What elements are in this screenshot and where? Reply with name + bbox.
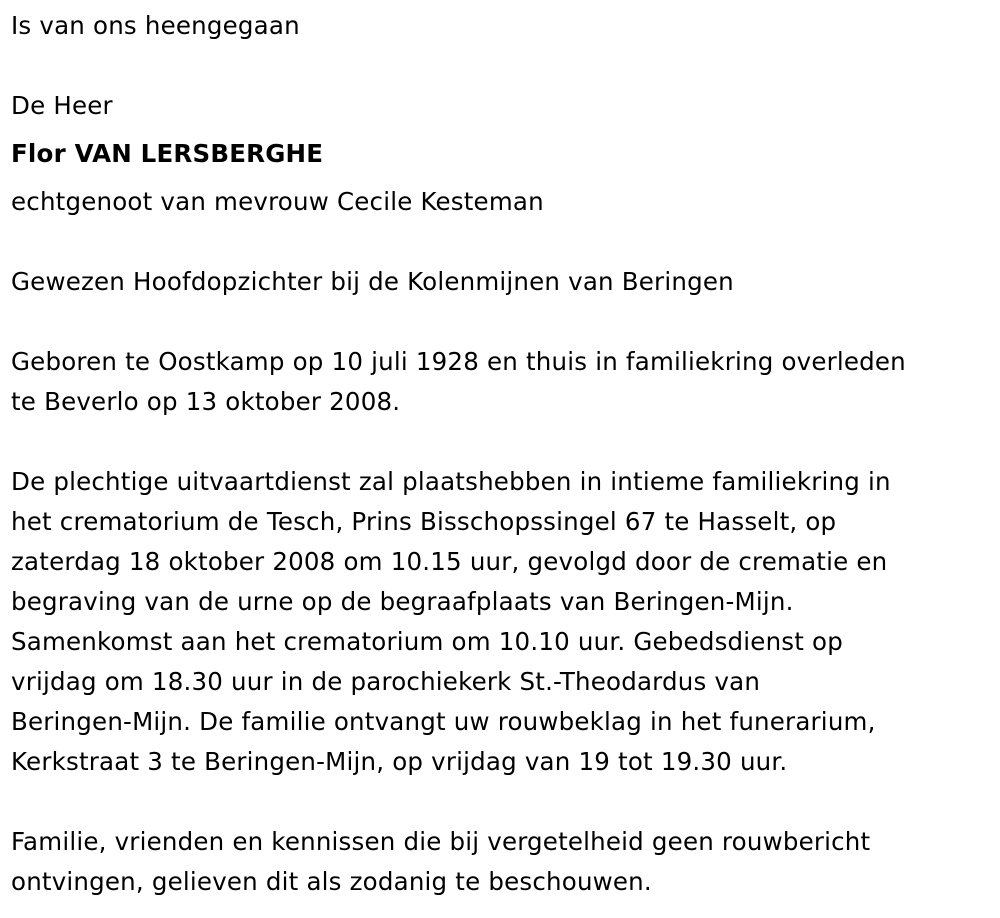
text-line: Beringen-Mijn. De familie ontvangt uw rouwbeklag in het funerarium, [11, 707, 876, 736]
spacer [11, 46, 991, 86]
text-line: begraving van de urne op de begraafplaats van Beringen-Mijn. [11, 587, 794, 616]
text-line: De plechtige uitvaartdienst zal plaatshebben in intieme familiekring in [11, 467, 891, 496]
profession-line: Gewezen Hoofdopzichter bij de Kolenmijnen van Beringen [11, 267, 734, 296]
deceased-name: Flor VAN LERSBERGHE [11, 139, 324, 168]
honorific-line: De Heer [11, 91, 113, 120]
birth-death-paragraph [11, 342, 991, 422]
text-line: Samenkomst aan het crematorium om 10.10 uur. Gebedsdienst op [11, 627, 843, 656]
spouse-line: echtgenoot van mevrouw Cecile Kesteman [11, 187, 544, 216]
text-line: ontvingen, gelieven dit als zodanig te beschouwen. [11, 867, 652, 896]
ceremony-paragraph [11, 462, 991, 782]
text-line: het crematorium de Tesch, Prins Bisschopssingel 67 te Hasselt, op [11, 507, 837, 536]
text-line: zaterdag 18 oktober 2008 om 10.15 uur, gevolgd door de crematie en [11, 547, 888, 576]
text-line: Familie, vrienden en kennissen die bij vergetelheid geen rouwbericht [11, 827, 871, 856]
spacer [11, 782, 991, 822]
text-line: vrijdag om 18.30 uur in de parochiekerk St.-Theodardus van [11, 667, 761, 696]
spacer [11, 422, 991, 462]
closing-paragraph [11, 822, 991, 902]
intro-line: Is van ons heengegaan [11, 11, 300, 40]
text-line: Geboren te Oostkamp op 10 juli 1928 en thuis in familiekring overleden [11, 347, 906, 376]
spacer [11, 222, 991, 262]
text-line: te Beverlo op 13 oktober 2008. [11, 387, 401, 416]
obituary-notice [11, 6, 991, 902]
spacer [11, 302, 991, 342]
text-line: Kerkstraat 3 te Beringen-Mijn, op vrijdag van 19 tot 19.30 uur. [11, 747, 788, 776]
